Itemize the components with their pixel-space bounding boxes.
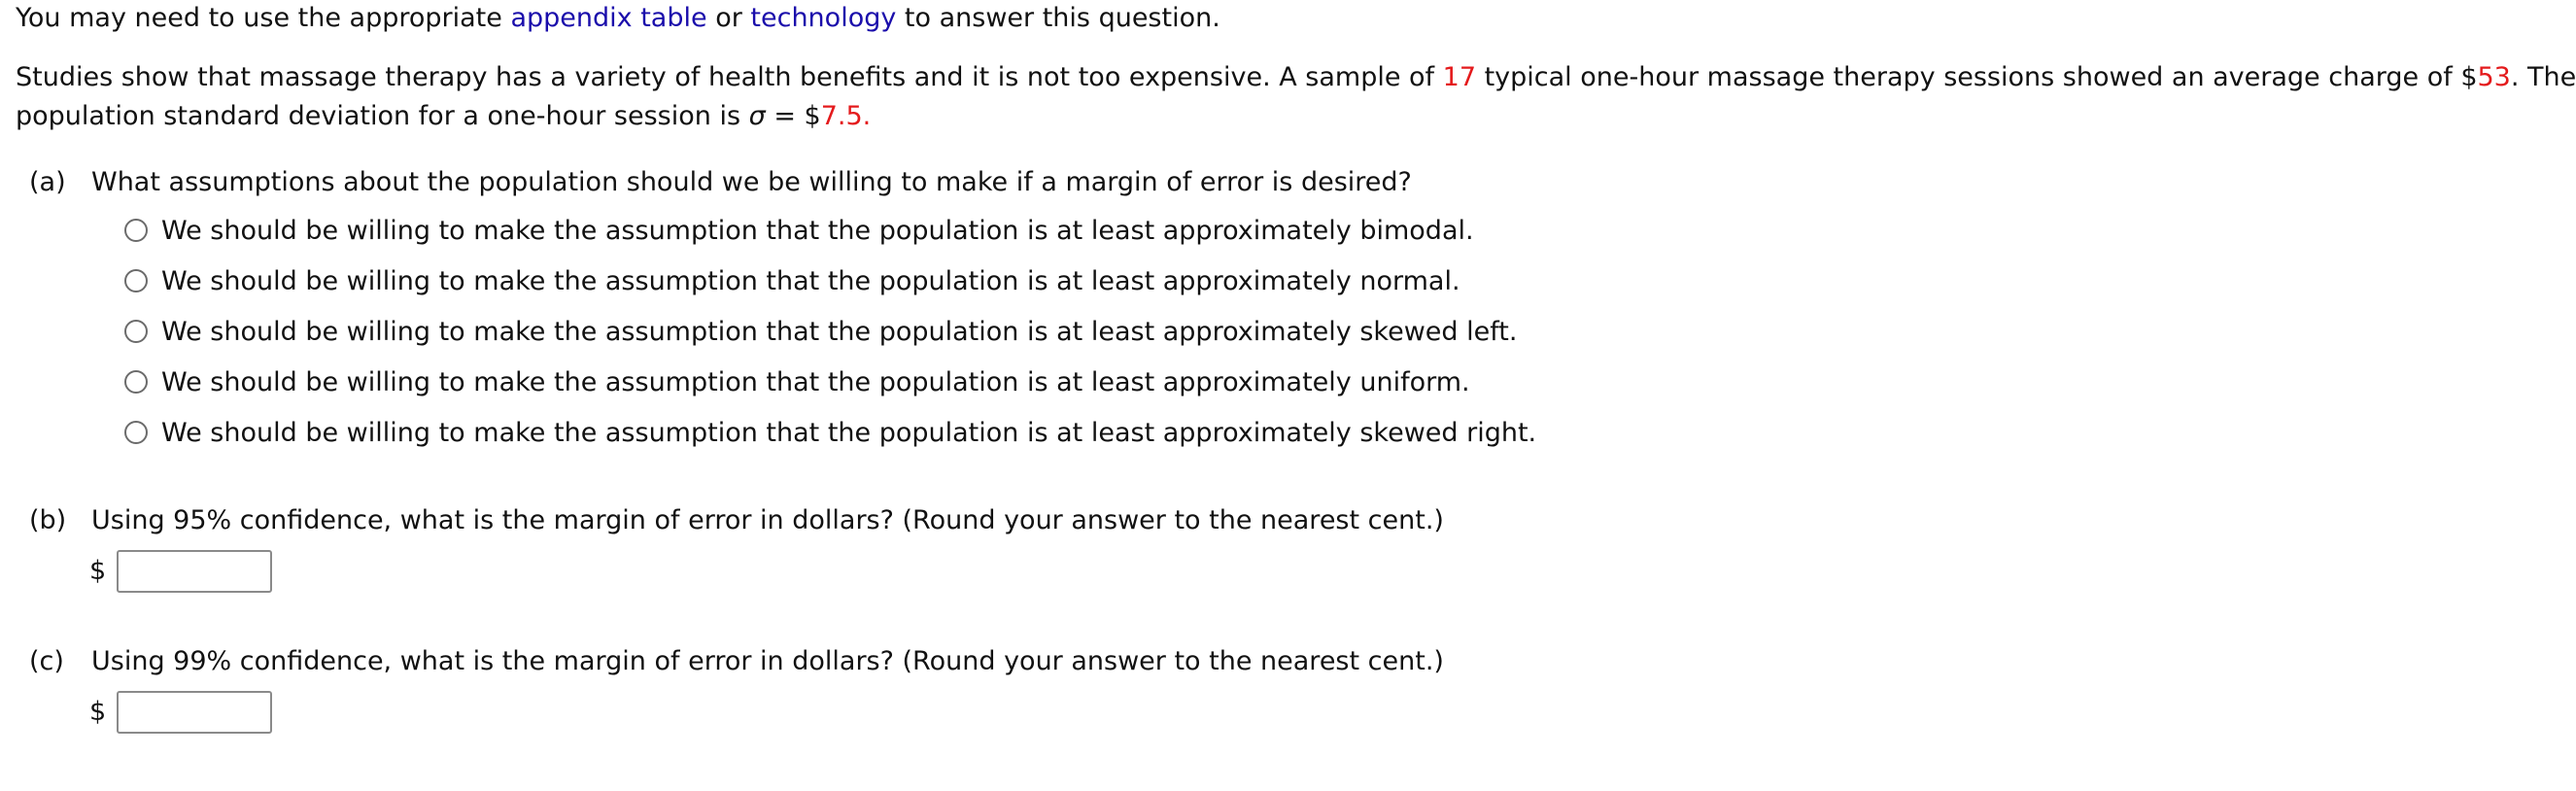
sample-size-value: 17 — [1442, 62, 1476, 92]
part-a-label: (a) — [29, 167, 66, 197]
problem-line-1 — [16, 64, 2576, 90]
option-label: We should be willing to make the assumption that the population is at least approximately bimodal. — [161, 215, 1474, 246]
option-normal[interactable] — [124, 264, 1460, 297]
radio-button[interactable] — [124, 370, 148, 394]
part-b-answer-input[interactable] — [117, 550, 272, 593]
part-c-label: (c) — [29, 646, 64, 676]
option-label: We should be willing to make the assumption that the population is at least approximately skewed left. — [161, 316, 1518, 347]
sigma-symbol: σ — [748, 101, 766, 131]
part-c-currency: $ — [89, 697, 107, 727]
option-label: We should be willing to make the assumption that the population is at least approximately uniform. — [161, 366, 1470, 397]
mean-value: 53 — [2477, 62, 2511, 92]
radio-button[interactable] — [124, 219, 148, 242]
part-c-answer-input[interactable] — [117, 691, 272, 734]
problem-text-3: . The — [2510, 62, 2576, 92]
equals-dollar: = $ — [765, 101, 821, 131]
part-c-question: Using 99% confidence, what is the margin of error in dollars? (Round your answer to the nearest cent.) — [91, 646, 1444, 676]
part-a-question: What assumptions about the population should we be willing to make if a margin of error is desired? — [91, 167, 1412, 197]
option-label: We should be willing to make the assumption that the population is at least approximately normal. — [161, 265, 1460, 296]
problem-line-2 — [16, 103, 871, 129]
intro-prefix: You may need to use the appropriate — [16, 3, 511, 33]
problem-text-1: Studies show that massage therapy has a variety of health benefits and it is not too expensive. A sample of — [16, 62, 1443, 92]
intro-suffix: to answer this question. — [896, 3, 1220, 33]
appendix-table-link[interactable]: appendix table — [510, 3, 707, 33]
radio-button[interactable] — [124, 320, 148, 343]
option-label: We should be willing to make the assumption that the population is at least approximately skewed right. — [161, 417, 1537, 448]
radio-button[interactable] — [124, 269, 148, 292]
std-dev-value: 7.5 — [820, 101, 863, 131]
option-uniform[interactable] — [124, 365, 1470, 398]
problem-text-2: typical one-hour massage therapy sessions showed an average charge of $ — [1476, 62, 2478, 92]
part-b-currency: $ — [89, 556, 107, 586]
option-bimodal[interactable] — [124, 214, 1474, 247]
intro-line — [16, 5, 1220, 31]
radio-button[interactable] — [124, 421, 148, 444]
part-b-label: (b) — [29, 505, 67, 535]
technology-link[interactable]: technology — [750, 3, 897, 33]
problem-text-5: . — [862, 101, 872, 131]
intro-middle: or — [706, 3, 751, 33]
problem-text-4: population standard deviation for a one-hour session is — [16, 101, 749, 131]
option-skewed-left[interactable] — [124, 315, 1517, 348]
part-b-question: Using 95% confidence, what is the margin of error in dollars? (Round your answer to the nearest cent.) — [91, 505, 1444, 535]
option-skewed-right[interactable] — [124, 416, 1536, 449]
